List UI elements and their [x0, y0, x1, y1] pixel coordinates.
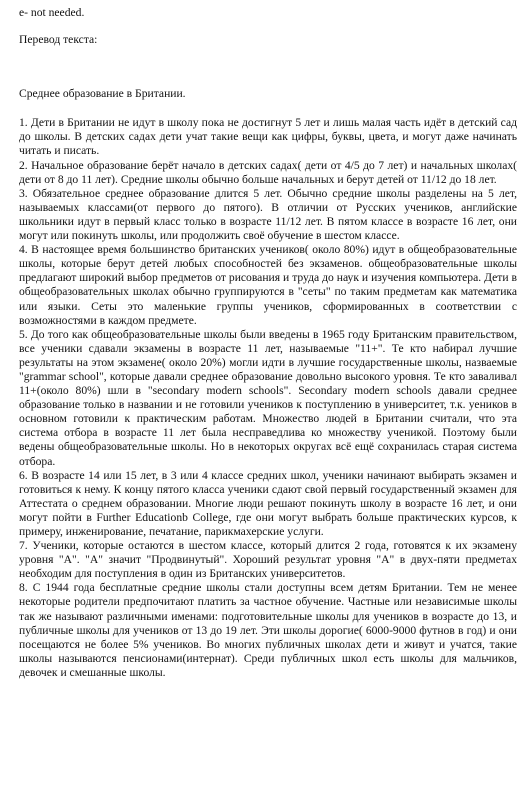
paragraph-6: 6. В возрасте 14 или 15 лет, в 3 или 4 классе средних школ, ученики начинают выбирать экзамен и готовиться к нему. К концу пятого класса ученики сдают свой первый государственный экзамен для Аттестата о среднем образовании. Многие люди решают покинуть школу в возрасте 16 лет, и они могут пойти в Further Educationb College, где они могут выбрать больше практических курсов, к примеру, инженирование, печатание, парикмахерские услуги.: [19, 468, 517, 538]
paragraph-2: 2. Начальное образование берёт начало в детских садах( дети от 4/5 до 7 лет) и начальных школах( дети от 8 до 11 лет). Средние школы обычно больше начальных и берут детей от 11/12 до 18 лет.: [19, 158, 517, 186]
paragraph-8: 8. С 1944 года бесплатные средние школы стали доступны всем детям Британии. Тем не менее некоторые родители предпочитают платить за частное обучение. Частные или независимые школы так же называют различными именами: подготовительные школы для учеников в возрасте до 13, и публичные школы для учеников от 13 до 19 лет. Эти школы дорогие( 6000-9000 футнов в год) и они посещаются не более 5% учеников. Во многих публичных школах дети и живут и учатся, такие школы называются пенсионами(интернат). Среди публичных школ есть школы для мальчиков, девочек и смешанные школы.: [19, 581, 517, 679]
document-title: Среднее образование в Британии.: [19, 87, 186, 101]
paragraph-4: 4. В настоящее время большинство британских учеников( около 80%) идут в общеобразовательные школы, которые берут детей любых способностей без экзаменов. общеобразовательные школы предлагают широкий выбор предметов от рисования и труда до наук и изучения компьютера. Дети в общеобразовательных школах обычно группируются в "сеты" по таким предметам как математика или языки. Сеты это маленькие группы учеников, сформированных в соответствии с возможностями в каждом предмете.: [19, 243, 517, 327]
paragraph-1: 1. Дети в Британии не идут в школу пока не достигнут 5 лет и лишь малая часть идёт в детский сад до школы. В детских садах дети учат такие вещи как цифры, буквы, цвета, и могут даже начинать читать и писать.: [19, 116, 517, 158]
paragraph-5: 5. До того как общеобразовательные школы были введены в 1965 году Британским правительством, все ученики сдавали экзамены в возрасте 11 лет, называемые "11+". Те кто набирал лучшие результаты на этом экзамене( около 20%) могли идти в лучшие государственные школы, назваемые "grammar school", которые давали среднее образование довольно высокого уровня. Те кто заваливал 11+(около 80%) шли в "secondary modern schools". Secondary modern schools давали среднее образование только в названии и не готовили учеников к поступлению в университет, т.к. уеников в основном готовили к практическим работам. Множество людей в Британии считали, что эта система отбора в возрасте 11 лет была несправедлива ко множеству ученикой. Поэтому были ведены общеобразовательные школы. Но в некоторых округах всё ещё сохранилась старая система отбора.: [19, 327, 517, 468]
paragraph-3: 3. Обязательное среднее образование длится 5 лет. Обычно средние школы разделены на 5 лет, называемых классами(от первого до пятого). В отличии от Русских учеников, английские школьники идут в первый класс только в возрасте 11/12 лет. В пятом классе в возрасте 16 лет, они могут или покинуть школы, или продолжить своё обучение в шестом классе.: [19, 186, 517, 243]
translation-heading: Перевод текста:: [19, 33, 98, 47]
paragraph-list: [19, 116, 517, 680]
paragraph-7: 7. Ученики, которые остаются в шестом классе, который длится 2 года, готовятся к их экзамену уровня "A". "A" значит "Продвинутый". Хороший результат уровня "A" в двух-пяти предметах необходим для поступления в один из Британских университетов.: [19, 539, 517, 581]
note-text: e- not needed.: [19, 6, 85, 19]
